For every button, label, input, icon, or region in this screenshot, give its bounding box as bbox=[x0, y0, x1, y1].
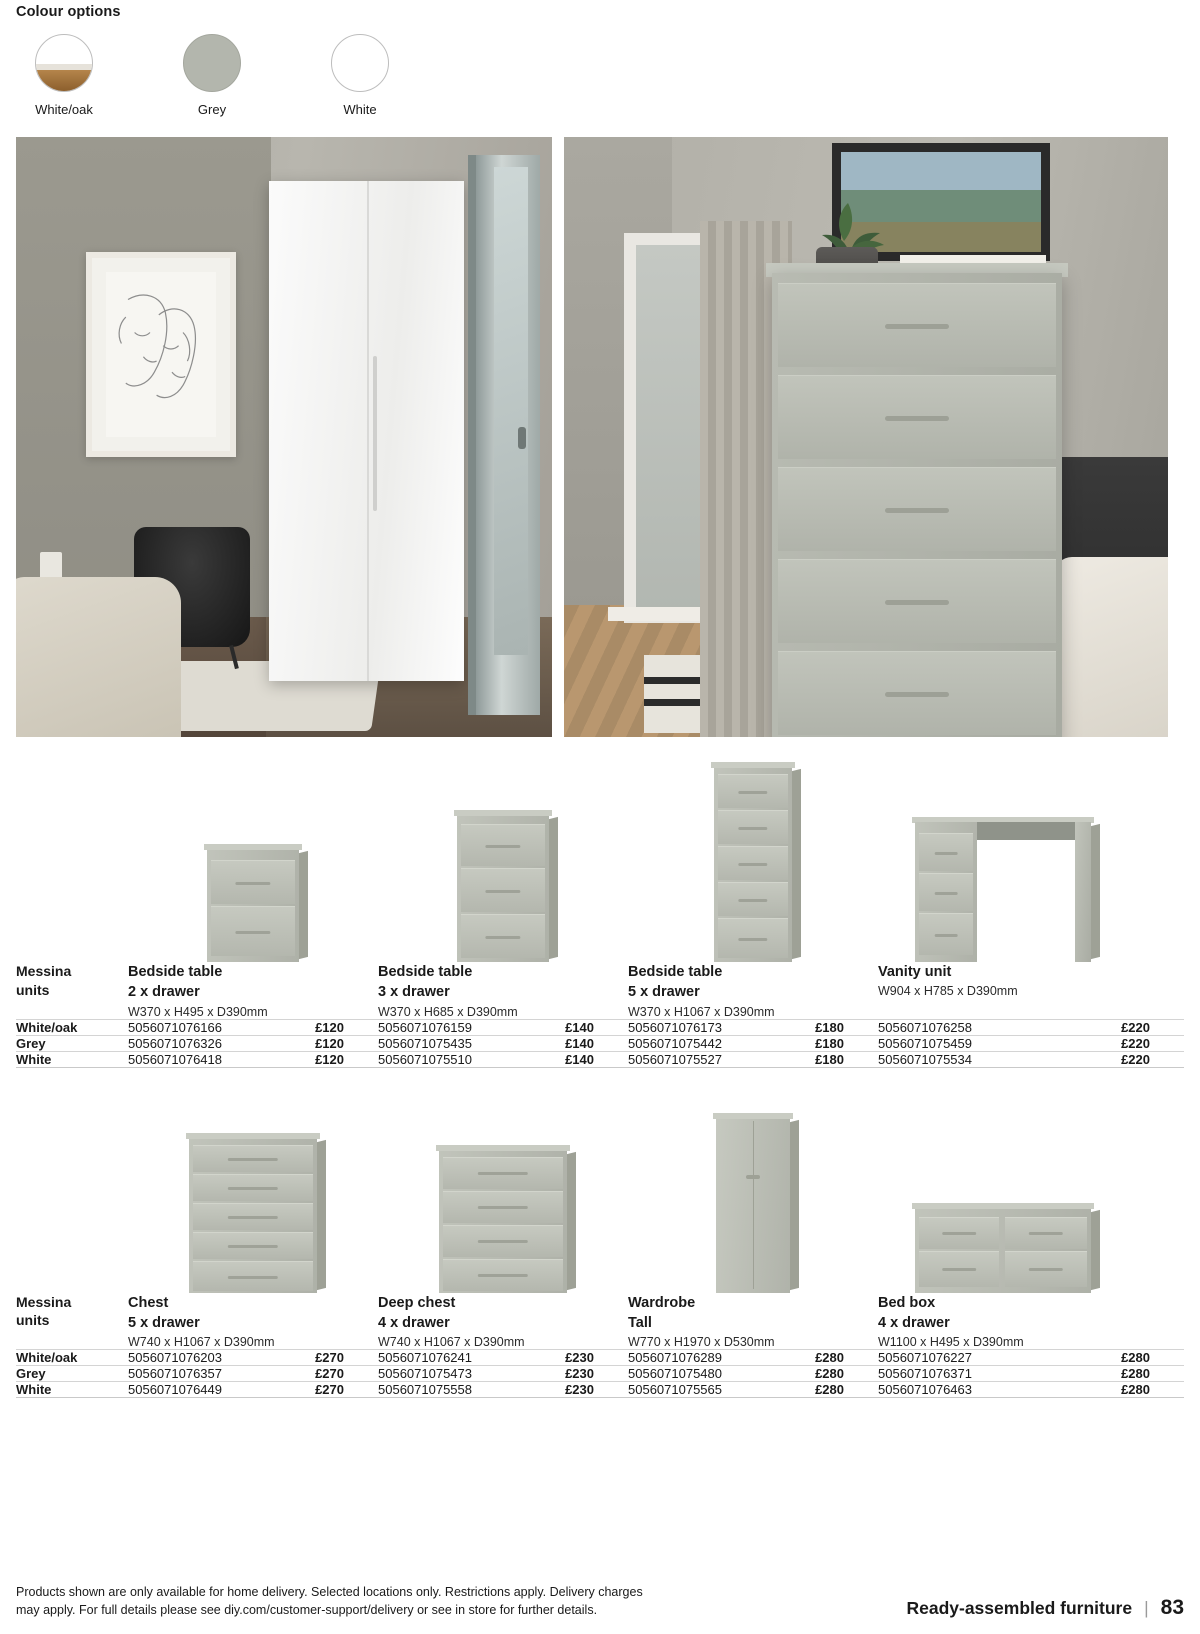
product-dimensions: W370 x H1067 x D390mm bbox=[628, 1004, 775, 1019]
sku: 5056071076371 bbox=[878, 1366, 972, 1382]
product-variant: 5 x drawer bbox=[628, 984, 700, 1001]
colour-swatch-label: Grey bbox=[197, 102, 227, 117]
price: £120 bbox=[315, 1035, 344, 1051]
sku-price-cell bbox=[878, 1051, 1184, 1067]
hero-photo-row bbox=[16, 137, 1184, 737]
product-dimensions: W904 x H785 x D390mm bbox=[878, 984, 1018, 999]
sku-price-cell bbox=[128, 1019, 378, 1035]
sku: 5056071075527 bbox=[628, 1051, 722, 1067]
sku-price-cell bbox=[878, 1019, 1184, 1035]
sku-price-cell bbox=[128, 1366, 378, 1382]
sku-price-cell bbox=[378, 1019, 628, 1035]
wardrobe-door-split bbox=[367, 181, 369, 681]
colour-swatch-white[interactable] bbox=[312, 34, 408, 117]
sku-price-cell bbox=[878, 1035, 1184, 1051]
product-header-cell bbox=[378, 962, 628, 1019]
product-variant: 3 x drawer bbox=[378, 984, 450, 1001]
product-image-bed-box-4-drawer bbox=[878, 1203, 1128, 1293]
colour-swatch-white-oak[interactable] bbox=[16, 34, 112, 117]
footer-disclaimer-line1: Products shown are only available for home delivery. Selected locations only. Restrictions apply. Delivery charges bbox=[16, 1584, 643, 1599]
price: £140 bbox=[565, 1035, 594, 1051]
price: £280 bbox=[1121, 1382, 1150, 1398]
drawer-handle bbox=[885, 416, 949, 421]
colour-swatch-list bbox=[16, 34, 1184, 117]
wardrobe-handle bbox=[373, 356, 377, 511]
sku-price-cell bbox=[878, 1366, 1184, 1382]
sku-price-cell bbox=[878, 1350, 1184, 1366]
sku: 5056071075565 bbox=[628, 1382, 722, 1398]
drawer-handle bbox=[885, 508, 949, 513]
colour-name: White/oak bbox=[16, 1019, 128, 1035]
wardrobe-tall-icon bbox=[716, 1113, 790, 1293]
table-bottom-rule bbox=[16, 1398, 1184, 1399]
group-label-cell bbox=[16, 1293, 128, 1350]
product-name: Vanity unit bbox=[878, 964, 952, 980]
swatch-white-icon bbox=[331, 34, 389, 92]
wall-art-frame bbox=[86, 252, 236, 457]
sku: 5056071075442 bbox=[628, 1035, 722, 1051]
sku: 5056071076159 bbox=[378, 1019, 472, 1035]
product-dimensions: W770 x H1970 x D530mm bbox=[628, 1335, 775, 1350]
sku: 5056071076166 bbox=[128, 1019, 222, 1035]
price: £180 bbox=[815, 1019, 844, 1035]
product-name: Bedside table bbox=[378, 964, 473, 980]
price: £120 bbox=[315, 1019, 344, 1035]
footer-divider: | bbox=[1144, 1597, 1149, 1618]
group-label-line1: Messina bbox=[16, 1293, 72, 1310]
product-header-cell bbox=[128, 962, 378, 1019]
bedside-table-3-drawer-icon bbox=[457, 810, 549, 962]
drawer bbox=[778, 559, 1056, 643]
product-image-vanity-unit bbox=[878, 817, 1128, 962]
price: £230 bbox=[565, 1350, 594, 1366]
sku-price-cell bbox=[378, 1035, 628, 1051]
price: £270 bbox=[315, 1382, 344, 1398]
price: £280 bbox=[1121, 1350, 1150, 1366]
sku: 5056071076227 bbox=[878, 1350, 972, 1366]
product-dimensions: W740 x H1067 x D390mm bbox=[378, 1335, 525, 1350]
bed-box-4-drawer-icon bbox=[915, 1203, 1091, 1293]
product-name: Bedside table bbox=[128, 964, 223, 980]
sku-price-cell bbox=[378, 1382, 628, 1398]
sku: 5056071075558 bbox=[378, 1382, 472, 1398]
colour-swatch-grey[interactable] bbox=[164, 34, 260, 117]
colour-options-title: Colour options bbox=[16, 4, 121, 20]
product-name: Wardrobe bbox=[628, 1294, 696, 1311]
product-variant: 4 x drawer bbox=[378, 1314, 450, 1331]
drawer bbox=[778, 283, 1056, 367]
colour-name: White bbox=[16, 1051, 128, 1067]
sku-price-cell bbox=[128, 1350, 378, 1366]
sku-price-cell bbox=[628, 1350, 878, 1366]
group-label-line1: Messina bbox=[16, 963, 72, 979]
chest-product bbox=[772, 273, 1062, 737]
table-header-row bbox=[16, 962, 1184, 1019]
sku: 5056071075480 bbox=[628, 1366, 722, 1382]
group-label-cell bbox=[16, 962, 128, 1019]
sku-price-cell bbox=[378, 1051, 628, 1067]
product-variant: 4 x drawer bbox=[878, 1314, 950, 1331]
price: £140 bbox=[565, 1019, 594, 1035]
drawer-handle bbox=[885, 692, 949, 697]
sku-price-cell bbox=[628, 1019, 878, 1035]
chest-5-drawer-icon bbox=[189, 1133, 317, 1293]
product-header-cell bbox=[878, 1293, 1184, 1350]
table-row bbox=[16, 1350, 1184, 1366]
bedside-table-2-drawer-icon bbox=[207, 844, 299, 962]
colour-name: Grey bbox=[16, 1035, 128, 1051]
sku: 5056071076173 bbox=[628, 1019, 722, 1035]
product-name: Bedside table bbox=[628, 964, 723, 980]
table-row bbox=[16, 1366, 1184, 1382]
sku-price-cell bbox=[628, 1035, 878, 1051]
price: £220 bbox=[1121, 1051, 1150, 1067]
sku-price-cell bbox=[378, 1350, 628, 1366]
product-header-cell bbox=[878, 962, 1184, 1019]
product-image-row bbox=[16, 1098, 1184, 1293]
product-block-1 bbox=[16, 767, 1184, 1068]
product-image-deep-chest-4-drawer bbox=[378, 1145, 628, 1293]
product-table-2 bbox=[16, 1293, 1184, 1399]
sku: 5056071076449 bbox=[128, 1382, 222, 1398]
price: £220 bbox=[1121, 1019, 1150, 1035]
product-name: Chest bbox=[128, 1294, 169, 1311]
wardrobe-product bbox=[269, 181, 464, 681]
colour-options-section bbox=[16, 0, 1184, 117]
product-image-wardrobe-tall bbox=[628, 1113, 878, 1293]
line-art-faces-icon bbox=[106, 272, 216, 437]
table-row bbox=[16, 1051, 1184, 1067]
bed bbox=[1054, 557, 1168, 737]
sku-price-cell bbox=[128, 1035, 378, 1051]
product-variant: 2 x drawer bbox=[128, 984, 200, 1001]
sku-price-cell bbox=[128, 1051, 378, 1067]
price: £220 bbox=[1121, 1035, 1150, 1051]
price: £230 bbox=[565, 1382, 594, 1398]
drawer bbox=[778, 375, 1056, 459]
price: £270 bbox=[315, 1366, 344, 1382]
product-name: Bed box bbox=[878, 1294, 936, 1311]
colour-name: Grey bbox=[16, 1366, 128, 1382]
colour-swatch-label: White bbox=[343, 102, 377, 117]
price: £230 bbox=[565, 1366, 594, 1382]
bed bbox=[16, 577, 181, 737]
product-dimensions: W1100 x H495 x D390mm bbox=[878, 1335, 1024, 1350]
bedroom-chest-photo bbox=[564, 137, 1168, 737]
price: £280 bbox=[815, 1350, 844, 1366]
sku: 5056071075435 bbox=[378, 1035, 472, 1051]
price: £180 bbox=[815, 1051, 844, 1067]
price: £180 bbox=[815, 1035, 844, 1051]
bedside-table-5-drawer-icon bbox=[714, 762, 792, 962]
product-image-bedside-2-drawer bbox=[128, 844, 378, 962]
price: £280 bbox=[1121, 1366, 1150, 1382]
door-handle bbox=[518, 427, 526, 449]
group-label-line2: units bbox=[16, 981, 50, 998]
product-image-row bbox=[16, 767, 1184, 962]
sku: 5056071075534 bbox=[878, 1051, 972, 1067]
drawer-handle bbox=[885, 600, 949, 605]
footer-section-title: Ready-assembled furniture bbox=[906, 1597, 1133, 1618]
bedroom-wardrobe-photo bbox=[16, 137, 552, 737]
swatch-white-oak-icon bbox=[35, 34, 93, 92]
page-footer bbox=[16, 1583, 1184, 1621]
sku: 5056071076463 bbox=[878, 1382, 972, 1398]
door bbox=[468, 155, 540, 715]
sku: 5056071076326 bbox=[128, 1035, 222, 1051]
price: £280 bbox=[815, 1382, 844, 1398]
product-image-bedside-5-drawer bbox=[628, 762, 878, 962]
sku-price-cell bbox=[378, 1366, 628, 1382]
sku: 5056071076203 bbox=[128, 1350, 222, 1366]
sku: 5056071076418 bbox=[128, 1051, 222, 1067]
deep-chest-4-drawer-icon bbox=[439, 1145, 567, 1293]
product-image-bedside-3-drawer bbox=[378, 810, 628, 962]
product-dimensions: W740 x H1067 x D390mm bbox=[128, 1335, 275, 1350]
sku-price-cell bbox=[878, 1382, 1184, 1398]
table-row bbox=[16, 1035, 1184, 1051]
footer-disclaimer bbox=[16, 1583, 643, 1621]
product-dimensions: W370 x H495 x D390mm bbox=[128, 1004, 268, 1019]
sku: 5056071076241 bbox=[378, 1350, 472, 1366]
table-row bbox=[16, 1019, 1184, 1035]
product-block-2 bbox=[16, 1098, 1184, 1399]
table-bottom-rule bbox=[16, 1067, 1184, 1068]
product-variant: 5 x drawer bbox=[128, 1314, 200, 1331]
sku: 5056071075459 bbox=[878, 1035, 972, 1051]
colour-name: White/oak bbox=[16, 1350, 128, 1366]
sku: 5056071076357 bbox=[128, 1366, 222, 1382]
price: £280 bbox=[815, 1366, 844, 1382]
sku: 5056071075510 bbox=[378, 1051, 472, 1067]
product-image-chest-5-drawer bbox=[128, 1133, 378, 1293]
sku-price-cell bbox=[628, 1366, 878, 1382]
price: £140 bbox=[565, 1051, 594, 1067]
product-header-cell bbox=[378, 1293, 628, 1350]
product-name: Deep chest bbox=[378, 1294, 456, 1311]
price: £120 bbox=[315, 1051, 344, 1067]
vanity-unit-icon bbox=[915, 817, 1091, 962]
product-header-cell bbox=[628, 962, 878, 1019]
footer-disclaimer-line2: may apply. For full details please see diy.com/customer-support/delivery or see in store for further details. bbox=[16, 1603, 598, 1618]
footer-section bbox=[906, 1596, 1184, 1620]
drawer-handle bbox=[885, 324, 949, 329]
sku-price-cell bbox=[628, 1382, 878, 1398]
table-header-row bbox=[16, 1293, 1184, 1350]
sku: 5056071076289 bbox=[628, 1350, 722, 1366]
sku: 5056071076258 bbox=[878, 1019, 972, 1035]
sku: 5056071075473 bbox=[378, 1366, 472, 1382]
group-label-line2: units bbox=[16, 1312, 50, 1329]
product-header-cell bbox=[128, 1293, 378, 1350]
product-table-1 bbox=[16, 962, 1184, 1068]
drawer bbox=[778, 651, 1056, 735]
sku-price-cell bbox=[628, 1051, 878, 1067]
page-number: 83 bbox=[1160, 1596, 1184, 1619]
colour-name: White bbox=[16, 1382, 128, 1398]
drawer bbox=[778, 467, 1056, 551]
door-glass bbox=[494, 167, 528, 655]
swatch-grey-icon bbox=[183, 34, 241, 92]
product-header-cell bbox=[628, 1293, 878, 1350]
price: £270 bbox=[315, 1350, 344, 1366]
colour-swatch-label: White/oak bbox=[35, 102, 93, 117]
sku-price-cell bbox=[128, 1382, 378, 1398]
product-dimensions: W370 x H685 x D390mm bbox=[378, 1004, 518, 1019]
table-row bbox=[16, 1382, 1184, 1398]
product-variant: Tall bbox=[628, 1314, 652, 1331]
